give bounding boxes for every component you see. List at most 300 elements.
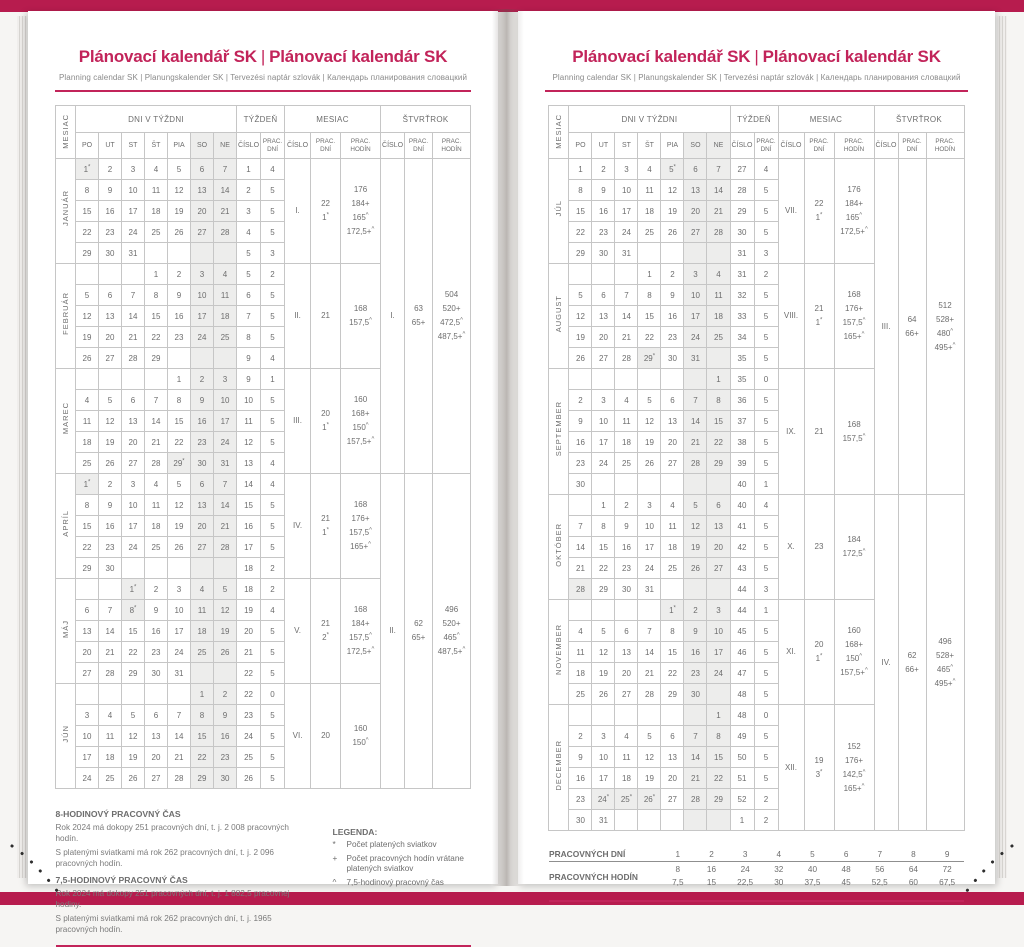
day-cell: 13 — [191, 180, 214, 201]
legend-text: Počet platených sviatkov — [346, 840, 437, 849]
day-cell: 9 — [99, 180, 122, 201]
day-cell: 24 — [615, 222, 638, 243]
day-cell: 26 — [122, 768, 145, 789]
week-workdays-cell: 1 — [754, 600, 778, 621]
day-cell — [707, 474, 730, 495]
month-stat-h: 168 157,5^ — [341, 264, 381, 369]
day-cell: 25 — [191, 642, 214, 663]
day-cell — [122, 684, 145, 705]
day-cell: 4 — [191, 579, 214, 600]
day-cell: 10 — [76, 726, 99, 747]
day-cell: 24 — [168, 642, 191, 663]
header-cislo: ČÍSLO — [381, 133, 405, 159]
header-prac-hodin: PRAC. HODÍN — [926, 133, 964, 159]
day-cell: 20 — [191, 516, 214, 537]
day-cell: 12 — [569, 306, 592, 327]
day-cell: 1* — [76, 474, 99, 495]
quarter-stat-d: 62 66+ — [898, 495, 926, 831]
day-cell: 8 — [592, 516, 615, 537]
month-stat-h: 160 168+ 150^ 157,5+^ — [341, 369, 381, 474]
note-line: S platenými sviatkami má rok 262 pracovných dní, t. j. 1965 pracovných hodín. — [55, 914, 272, 935]
day-cell: 9 — [168, 285, 191, 306]
day-cell — [707, 348, 730, 369]
week-workdays-cell: 4 — [261, 474, 285, 495]
week-number-cell: 18 — [237, 579, 261, 600]
week-workdays-cell: 5 — [261, 663, 285, 684]
day-cell: 8 — [638, 285, 661, 306]
day-cell: 3 — [168, 579, 191, 600]
day-cell — [122, 558, 145, 579]
week-number-cell: 25 — [237, 747, 261, 768]
day-cell: 14 — [168, 726, 191, 747]
day-cell: 11 — [145, 495, 168, 516]
day-cell: 10 — [592, 411, 615, 432]
day-cell: 31 — [168, 663, 191, 684]
month-stat-h: 168 176+ 157,5^ 165+^ — [341, 474, 381, 579]
day-cell: 25 — [99, 768, 122, 789]
day-cell: 3 — [638, 495, 661, 516]
header-day-ut: UT — [99, 133, 122, 159]
day-cell — [684, 579, 707, 600]
day-cell — [615, 705, 638, 726]
day-cell: 29 — [145, 348, 168, 369]
day-cell: 5 — [168, 474, 191, 495]
day-cell: 4 — [707, 264, 730, 285]
day-cell: 29 — [661, 684, 684, 705]
week-number-cell: 27 — [730, 159, 754, 180]
day-cell: 18 — [707, 306, 730, 327]
day-cell: 14 — [615, 306, 638, 327]
month-stat-h: 168 176+ 157,5^ 165+^ — [834, 264, 874, 369]
month-stat-d: 20 1* — [804, 600, 834, 705]
day-cell: 25 — [76, 453, 99, 474]
legend-item — [333, 878, 471, 889]
day-cell: 17 — [638, 537, 661, 558]
note-heading-75h: 7,5-HODINOVÝ PRACOVNÝ ČAS — [55, 875, 188, 886]
day-cell: 8* — [122, 600, 145, 621]
day-cell: 23 — [99, 222, 122, 243]
week-number-cell: 34 — [730, 327, 754, 348]
day-cell: 15 — [707, 747, 730, 768]
day-cell: 8 — [168, 390, 191, 411]
month-label: NOVEMBER — [554, 624, 564, 675]
day-cell: 28 — [684, 789, 707, 810]
week-workdays-cell: 5 — [261, 285, 285, 306]
quarter-stat-c: IV. — [874, 495, 898, 831]
day-cell: 18 — [191, 621, 214, 642]
header-prac-hodin: PRAC. HODÍN — [834, 133, 874, 159]
header-day-št: ŠT — [638, 133, 661, 159]
day-cell — [168, 348, 191, 369]
day-cell: 2 — [191, 369, 214, 390]
week-workdays-cell: 4 — [754, 159, 778, 180]
day-cell: 19 — [214, 621, 237, 642]
month-stat-d: 22 1* — [311, 159, 341, 264]
day-cell: 3 — [76, 705, 99, 726]
day-cell: 11 — [638, 180, 661, 201]
week-workdays-cell: 5 — [261, 390, 285, 411]
quarter-stat-h: 512 528+ 480^ 495+^ — [926, 159, 964, 495]
day-cell: 28 — [99, 663, 122, 684]
week-number-cell: 43 — [730, 558, 754, 579]
header-day-št: ŠT — [145, 133, 168, 159]
day-cell: 5 — [592, 621, 615, 642]
day-cell: 10 — [707, 621, 730, 642]
day-cell: 15 — [76, 516, 99, 537]
day-cell: 6 — [99, 285, 122, 306]
day-cell: 28 — [684, 453, 707, 474]
week-number-cell: 6 — [237, 285, 261, 306]
quarter-stat-c: II. — [381, 474, 405, 789]
title-separator: | — [754, 47, 759, 66]
day-cell: 2 — [615, 495, 638, 516]
day-cell — [661, 243, 684, 264]
day-cell: 11 — [569, 642, 592, 663]
page-stack-edge-left — [17, 16, 27, 878]
week-number-cell: 14 — [237, 474, 261, 495]
day-cell: 11 — [145, 180, 168, 201]
day-cell: 18 — [615, 768, 638, 789]
header-cislo: ČÍSLO — [874, 133, 898, 159]
day-cell: 30 — [145, 663, 168, 684]
week-workdays-cell: 5 — [754, 348, 778, 369]
day-cell: 27 — [615, 684, 638, 705]
day-cell: 1* — [122, 579, 145, 600]
day-cell: 15 — [638, 306, 661, 327]
day-cell: 20 — [145, 747, 168, 768]
day-cell: 26 — [99, 453, 122, 474]
day-cell — [569, 495, 592, 516]
calendar-table-left — [55, 105, 471, 789]
month-label-cell — [549, 495, 569, 600]
day-cell: 5* — [661, 159, 684, 180]
calendar-row — [549, 495, 964, 516]
day-cell: 24 — [76, 768, 99, 789]
day-cell: 14 — [638, 642, 661, 663]
day-cell: 17 — [191, 306, 214, 327]
week-number-cell: 28 — [730, 180, 754, 201]
week-workdays-cell: 5 — [754, 726, 778, 747]
month-stat-c: II. — [285, 264, 311, 369]
day-cell — [99, 369, 122, 390]
day-cell: 4 — [145, 159, 168, 180]
day-cell: 5 — [99, 390, 122, 411]
month-label-cell — [549, 600, 569, 705]
day-cell: 19 — [592, 663, 615, 684]
week-number-cell: 35 — [730, 348, 754, 369]
week-number-cell: 44 — [730, 600, 754, 621]
week-workdays-cell: 5 — [261, 768, 285, 789]
day-cell: 9 — [569, 411, 592, 432]
day-cell: 11 — [707, 285, 730, 306]
header-prac-dni: PRAC. DNÍ — [754, 133, 778, 159]
day-cell: 17 — [76, 747, 99, 768]
day-cell: 27 — [76, 663, 99, 684]
quarter-stat-d: 62 65+ — [405, 474, 433, 789]
day-cell: 5 — [569, 285, 592, 306]
month-label-cell — [549, 264, 569, 369]
week-workdays-cell: 5 — [754, 684, 778, 705]
page-subtitle: Planning calendar SK | Planungskalender SK | Tervezési naptár szlovák | Календарь планирования словацкий — [58, 73, 468, 82]
day-cell: 26 — [76, 348, 99, 369]
header-day-pia: PIA — [168, 133, 191, 159]
week-workdays-cell: 1 — [261, 369, 285, 390]
week-number-cell: 18 — [237, 558, 261, 579]
day-cell: 9 — [569, 747, 592, 768]
day-cell: 3 — [592, 390, 615, 411]
day-cell: 20 — [592, 327, 615, 348]
day-cell: 13 — [661, 411, 684, 432]
day-cell — [214, 558, 237, 579]
week-number-cell: 46 — [730, 642, 754, 663]
day-cell — [638, 243, 661, 264]
day-cell: 25* — [615, 789, 638, 810]
day-cell: 16 — [569, 768, 592, 789]
week-workdays-cell: 4 — [261, 348, 285, 369]
day-cell — [214, 663, 237, 684]
day-cell — [214, 243, 237, 264]
page-title — [55, 47, 471, 67]
day-cell: 2 — [661, 264, 684, 285]
week-workdays-cell: 5 — [261, 495, 285, 516]
week-workdays-cell: 5 — [754, 747, 778, 768]
calendar-table-right — [545, 105, 968, 831]
day-cell: 28 — [122, 348, 145, 369]
day-cell: 17 — [592, 432, 615, 453]
day-cell: 11 — [661, 516, 684, 537]
hours-values-row — [549, 862, 964, 892]
week-workdays-cell: 5 — [261, 306, 285, 327]
week-number-cell: 42 — [730, 537, 754, 558]
day-cell: 12 — [638, 747, 661, 768]
week-workdays-cell: 5 — [261, 432, 285, 453]
day-cell: 12 — [684, 516, 707, 537]
header-day-ne: NE — [707, 133, 730, 159]
month-stat-c: X. — [778, 495, 804, 600]
header-day-ut: UT — [592, 133, 615, 159]
header-day-ne: NE — [214, 133, 237, 159]
day-cell: 18 — [99, 747, 122, 768]
day-cell: 15 — [707, 411, 730, 432]
day-cell: 21 — [214, 516, 237, 537]
day-cell: 3 — [592, 726, 615, 747]
day-cell: 25 — [707, 327, 730, 348]
month-label-cell — [56, 474, 76, 579]
note-line: Rok 2024 má dokopy 251 pracovných dní, t. j. 1 882,5 pracovnej hodiny. — [55, 889, 290, 910]
hours-hours-value: 32 30 — [774, 865, 784, 887]
day-cell: 14 — [99, 621, 122, 642]
day-cell: 27 — [684, 222, 707, 243]
day-cell: 28 — [145, 453, 168, 474]
day-cell: 10 — [191, 285, 214, 306]
day-cell: 22 — [707, 768, 730, 789]
day-cell — [99, 579, 122, 600]
month-label: FEBRUÁR — [61, 292, 70, 335]
quarter-stat-h: 504 520+ 472,5^ 487,5+^ — [433, 159, 471, 474]
day-cell — [168, 558, 191, 579]
day-cell: 13 — [592, 306, 615, 327]
header-mesiac-label: MESIAC — [554, 113, 564, 149]
day-cell: 8 — [707, 390, 730, 411]
day-cell: 10 — [684, 285, 707, 306]
day-cell: 7 — [99, 600, 122, 621]
day-cell: 12 — [214, 600, 237, 621]
day-cell: 2 — [592, 159, 615, 180]
day-cell: 22 — [76, 537, 99, 558]
day-cell: 12 — [661, 180, 684, 201]
day-cell — [191, 243, 214, 264]
week-workdays-cell: 5 — [261, 747, 285, 768]
day-cell: 5 — [684, 495, 707, 516]
day-cell: 6 — [191, 159, 214, 180]
day-cell: 14 — [684, 747, 707, 768]
day-cell: 9 — [592, 180, 615, 201]
day-cell: 6 — [191, 474, 214, 495]
header-prac-hodin: PRAC. HODÍN — [433, 133, 471, 159]
month-stat-d: 21 1* — [311, 474, 341, 579]
day-cell — [99, 264, 122, 285]
month-stat-c: IX. — [778, 369, 804, 495]
day-cell: 24 — [214, 432, 237, 453]
day-cell: 2 — [99, 474, 122, 495]
day-cell: 16 — [615, 537, 638, 558]
day-cell: 8 — [76, 180, 99, 201]
month-stat-c: XI. — [778, 600, 804, 705]
header-day-pia: PIA — [661, 133, 684, 159]
day-cell: 16 — [592, 201, 615, 222]
day-cell: 27 — [707, 558, 730, 579]
month-stat-d: 21 1* — [804, 264, 834, 369]
day-cell: 22 — [638, 327, 661, 348]
month-label: AUGUST — [554, 294, 564, 333]
week-number-cell: 17 — [237, 537, 261, 558]
right-page — [518, 11, 995, 887]
day-cell: 1 — [707, 705, 730, 726]
week-number-cell: 47 — [730, 663, 754, 684]
day-cell: 31 — [214, 453, 237, 474]
day-cell: 25 — [569, 684, 592, 705]
day-cell: 6 — [707, 495, 730, 516]
day-cell: 20 — [76, 642, 99, 663]
hours-days-value: 6 — [829, 847, 863, 862]
day-cell — [569, 264, 592, 285]
day-cell: 21 — [684, 432, 707, 453]
day-cell: 26 — [168, 537, 191, 558]
day-cell: 19 — [99, 432, 122, 453]
week-number-cell: 33 — [730, 306, 754, 327]
day-cell — [638, 705, 661, 726]
week-number-cell: 19 — [237, 600, 261, 621]
week-number-cell: 30 — [730, 222, 754, 243]
day-cell: 27 — [191, 537, 214, 558]
day-cell: 29 — [122, 663, 145, 684]
day-cell — [638, 474, 661, 495]
page-subtitle: Planning calendar SK | Planungskalender SK | Tervezési naptár szlovák | Календарь планирования словацкий — [552, 73, 961, 82]
header-day-so: SO — [191, 133, 214, 159]
day-cell: 3 — [707, 600, 730, 621]
header-cislo: ČÍSLO — [730, 133, 754, 159]
day-cell: 6 — [76, 600, 99, 621]
hours-hours-value: 64 60 — [908, 865, 918, 887]
month-stat-h: 168 157,5^ — [834, 369, 874, 495]
day-cell — [569, 600, 592, 621]
week-workdays-cell: 3 — [754, 579, 778, 600]
day-cell: 20 — [122, 432, 145, 453]
day-cell: 9 — [99, 495, 122, 516]
day-cell: 4 — [615, 726, 638, 747]
week-workdays-cell: 0 — [261, 684, 285, 705]
week-number-cell: 52 — [730, 789, 754, 810]
day-cell — [592, 705, 615, 726]
day-cell: 13 — [684, 180, 707, 201]
title-part-1: Plánovací kalendář SK — [78, 47, 257, 66]
day-cell: 14 — [122, 306, 145, 327]
day-cell: 9 — [145, 600, 168, 621]
day-cell: 3 — [191, 264, 214, 285]
day-cell: 7 — [569, 516, 592, 537]
day-cell — [615, 474, 638, 495]
month-label: JÚL — [554, 200, 564, 217]
day-cell: 16 — [661, 306, 684, 327]
week-number-cell: 23 — [237, 705, 261, 726]
legend — [333, 803, 471, 936]
note-line: Rok 2024 má dokopy 251 pracovných dní, t. j. 2 008 pracovných hodín. — [55, 823, 289, 844]
week-number-cell: 26 — [237, 768, 261, 789]
day-cell: 22 — [76, 222, 99, 243]
week-number-cell: 7 — [237, 306, 261, 327]
day-cell: 22 — [145, 327, 168, 348]
week-workdays-cell: 2 — [754, 810, 778, 831]
day-cell: 14 — [569, 537, 592, 558]
header-stvrtrok: ŠTVRŤROK — [874, 106, 964, 133]
month-label: DECEMBER — [554, 739, 564, 791]
day-cell: 18 — [76, 432, 99, 453]
quarter-stat-h: 496 520+ 465^ 487,5+^ — [433, 474, 471, 789]
day-cell: 31 — [122, 243, 145, 264]
day-cell: 2 — [145, 579, 168, 600]
day-cell: 13 — [661, 747, 684, 768]
day-cell: 9 — [191, 390, 214, 411]
day-cell — [191, 558, 214, 579]
day-cell: 16 — [191, 411, 214, 432]
day-cell: 6 — [615, 621, 638, 642]
day-cell: 7 — [684, 390, 707, 411]
day-cell: 22 — [122, 642, 145, 663]
day-cell: 23 — [684, 663, 707, 684]
day-cell: 11 — [99, 726, 122, 747]
day-cell: 29 — [76, 243, 99, 264]
hours-days-value: 3 — [728, 847, 762, 862]
month-stat-d: 19 3* — [804, 705, 834, 831]
day-cell — [76, 684, 99, 705]
week-number-cell: 40 — [730, 474, 754, 495]
day-cell — [707, 810, 730, 831]
day-cell: 5 — [638, 726, 661, 747]
day-cell: 17 — [122, 516, 145, 537]
day-cell: 16 — [168, 306, 191, 327]
day-cell: 20 — [661, 432, 684, 453]
month-label-cell — [56, 264, 76, 369]
day-cell: 18 — [214, 306, 237, 327]
legend-title: LEGENDA: — [332, 827, 378, 837]
day-cell: 9 — [214, 705, 237, 726]
week-workdays-cell: 5 — [754, 768, 778, 789]
day-cell — [592, 264, 615, 285]
quarter-stat-h: 496 528+ 465^ 495+^ — [926, 495, 964, 831]
day-cell: 15 — [592, 537, 615, 558]
month-stat-h: 184 172,5^ — [834, 495, 874, 600]
quarter-stat-d: 64 66+ — [898, 159, 926, 495]
